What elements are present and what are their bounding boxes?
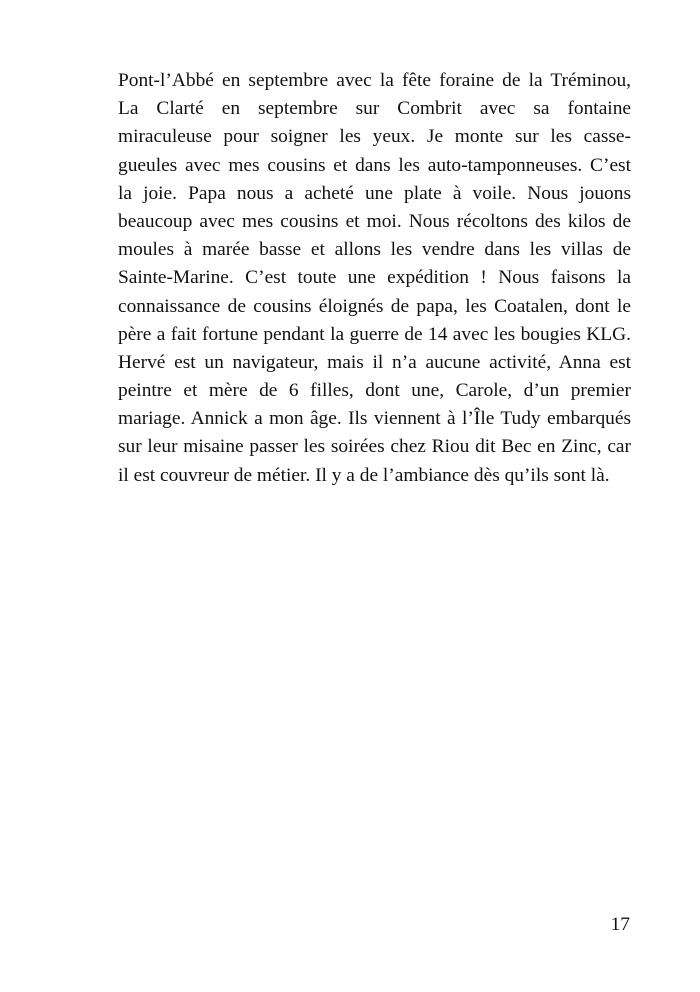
page-number: 17 (610, 914, 630, 935)
text-line: sur leur misaine passer les soirées chez Riou dit Bec en Zinc, car (118, 436, 631, 458)
text-line: Hervé est un navigateur, mais il n’a aucune activité, Anna est (118, 351, 631, 373)
text-line: gueules avec mes cousins et dans les auto-tamponneuses. C’est (118, 154, 631, 176)
text-line: la joie. Papa nous a acheté une plate à voile. Nous jouons (118, 182, 631, 204)
text-line: La Clarté en septembre sur Combrit avec sa fontaine (118, 98, 631, 120)
text-line: mariage. Annick a mon âge. Ils viennent à l’Île Tudy embarqués (118, 408, 631, 430)
text-line: miraculeuse pour soigner les yeux. Je monte sur les casse- (118, 126, 631, 148)
text-line: Sainte-Marine. C’est toute une expédition ! Nous faisons la (118, 267, 631, 289)
text-line: connaissance de cousins éloignés de papa, les Coatalen, dont le (118, 295, 631, 317)
text-line: beaucoup avec mes cousins et moi. Nous récoltons des kilos de (118, 210, 631, 232)
text-line-last: il est couvreur de métier. Il y a de l’ambiance dès qu’ils sont là. (118, 464, 610, 486)
text-line: Pont-l’Abbé en septembre avec la fête foraine de la Tréminou, (118, 70, 631, 91)
text-line: père a fait fortune pendant la guerre de 14 avec les bougies KLG. (118, 323, 631, 345)
text-line: moules à marée basse et allons les vendre dans les villas de (118, 239, 631, 261)
body-paragraph (118, 67, 631, 490)
text-line: peintre et mère de 6 filles, dont une, Carole, d’un premier (118, 380, 631, 402)
